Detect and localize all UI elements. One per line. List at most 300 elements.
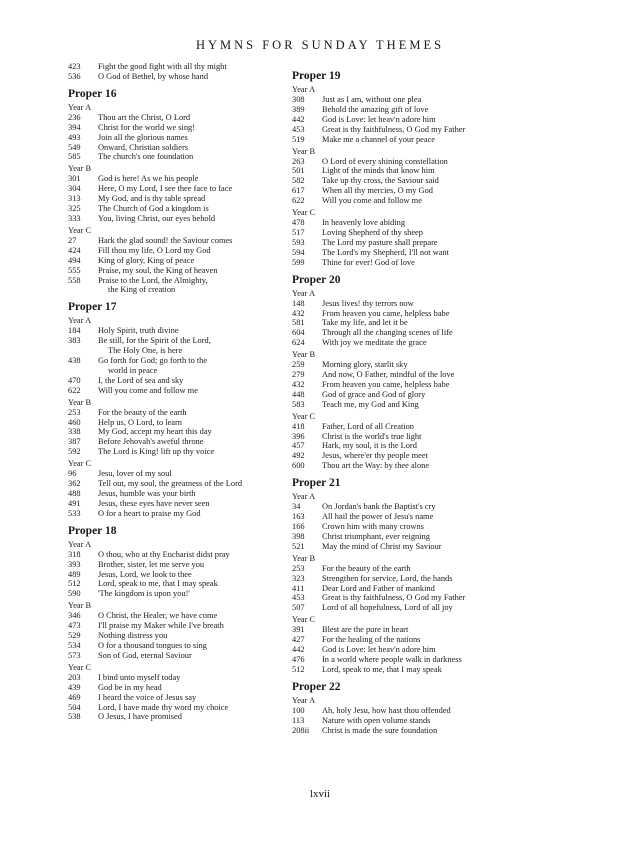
hymn-entry: [292, 441, 504, 451]
year-label: Year C: [68, 662, 92, 672]
hymn-title: In a world where people walk in darkness: [322, 654, 462, 664]
hymn-entry: [292, 635, 504, 645]
hymn-number: 590: [68, 589, 81, 599]
hymn-entry: [292, 593, 504, 603]
hymn-number: 308: [292, 95, 305, 104]
hymn-title: Christ is the world's true light: [322, 431, 422, 441]
hymn-number: 263: [292, 156, 305, 166]
hymn-title: All hail the power of Jesu's name: [322, 512, 434, 522]
hymn-number: [68, 366, 98, 376]
hymn-number: 301: [68, 174, 81, 184]
page-number: lxvii: [309, 788, 331, 800]
hymn-entry: [292, 299, 504, 309]
hymn-entry: [68, 326, 280, 336]
hymn-title: Here, O my Lord, I see thee face to face: [98, 184, 233, 194]
hymn-entry: [292, 258, 504, 268]
hymn-number: 504: [68, 702, 81, 712]
year-label: Year A: [68, 102, 92, 112]
hymn-entry: [292, 574, 504, 584]
hymn-title: Thou art the Christ, O Lord: [98, 112, 191, 122]
hymn-entry: [292, 706, 504, 716]
hymn-entry: [68, 418, 280, 428]
hymn-entry: [68, 72, 280, 82]
hymn-number: 470: [68, 375, 81, 385]
hymn-entry: [292, 338, 504, 348]
hymn-title: O God of Bethel, by whose hand: [98, 71, 209, 81]
hymn-number: 387: [68, 437, 81, 447]
hymn-number: 469: [68, 692, 81, 702]
hymn-number: 617: [292, 186, 305, 196]
hymn-title: Brother, sister, let me serve you: [98, 559, 205, 569]
hymn-number: 424: [68, 245, 81, 255]
hymn-entry: [292, 625, 504, 635]
year-label: Year C: [292, 615, 316, 625]
hymn-title: Praise, my soul, the King of heaven: [98, 265, 218, 275]
hymn-entry: [68, 386, 280, 396]
hymn-number: 593: [292, 237, 305, 247]
hymn-entry: [292, 115, 504, 125]
hymn-entry: [292, 166, 504, 176]
hymn-entry: [292, 461, 504, 471]
hymn-title: Nothing distress you: [98, 631, 168, 641]
hymn-entry: [292, 248, 504, 258]
hymn-number: 549: [68, 142, 81, 152]
hymn-title: From heaven you came, helpless babe: [322, 308, 450, 318]
hymn-entry: [68, 489, 280, 499]
hymn-number: 473: [68, 621, 81, 631]
hymn-title: Fight the good fight with all thy might: [98, 62, 227, 71]
hymn-number: 592: [68, 447, 81, 457]
hymn-entry: [292, 584, 504, 594]
hymn-number: 163: [292, 512, 305, 522]
hymn-title: The Lord my pasture shall prepare: [322, 237, 438, 247]
hymn-number: 558: [68, 275, 81, 285]
hymn-entry: [68, 266, 280, 276]
hymn-entry: [68, 509, 280, 519]
hymn-entry: [292, 603, 504, 613]
hymn-number: 521: [292, 541, 305, 551]
hymn-entry: [292, 105, 504, 115]
hymn-title: On Jordan's bank the Baptist's cry: [322, 502, 436, 512]
hymn-entry: [68, 194, 280, 204]
hymn-number: 494: [68, 255, 81, 265]
hymn-entry: [68, 246, 280, 256]
hymn-title: God be in my head: [98, 682, 162, 692]
hymn-number: 346: [68, 611, 81, 621]
left-column: [68, 62, 280, 722]
hymn-number: 512: [68, 579, 81, 589]
hymn-number: 492: [292, 451, 305, 461]
hymn-entry: [68, 276, 280, 286]
hymn-entry: [68, 143, 280, 153]
hymn-number: 581: [292, 318, 305, 328]
hymn-number: 389: [292, 104, 305, 114]
hymn-title: O Lord of every shining constellation: [322, 156, 448, 166]
hymn-number: 325: [68, 204, 81, 214]
hymn-title: Son of God, eternal Saviour: [98, 650, 192, 660]
hymn-title: Will you come and follow me: [322, 196, 422, 206]
year-label: Year B: [292, 553, 316, 563]
hymn-number: 394: [68, 122, 81, 132]
hymn-number: 113: [292, 715, 305, 725]
hymn-entry: [68, 560, 280, 570]
hymn-entry: [68, 479, 280, 489]
hymn-number: 453: [292, 124, 305, 134]
hymn-number: 594: [292, 247, 305, 257]
hymn-number: 423: [68, 62, 81, 71]
hymn-title: Take my life, and let it be: [322, 318, 408, 328]
hymn-title: the King of creation: [108, 285, 176, 295]
hymn-number: 573: [68, 650, 81, 660]
section-heading: Proper 19: [292, 70, 341, 82]
hymn-title: Lord, speak to me, that I may speak: [98, 579, 218, 589]
hymn-number: 519: [292, 134, 305, 144]
year-label: Year A: [292, 492, 316, 502]
hymn-title: Just as I am, without one plea: [322, 95, 422, 104]
hymn-title: Behold the amazing gift of love: [322, 104, 429, 114]
year-label: Year B: [68, 397, 92, 407]
hymn-number: 622: [68, 385, 81, 395]
hymn-number: 259: [292, 360, 305, 370]
hymn-entry: [292, 238, 504, 248]
section-heading: Proper 20: [292, 273, 341, 286]
page-title: HYMNS FOR SUNDAY THEMES: [195, 38, 445, 52]
hymn-title: I heard the voice of Jesus say: [98, 692, 197, 702]
hymn-title: Jesus, where'er thy people meet: [322, 451, 428, 461]
hymn-title: O Jesus, I have promised: [98, 712, 182, 722]
hymn-entry: [68, 683, 280, 693]
hymn-entry: [292, 726, 504, 736]
hymn-title: Through all the changing scenes of life: [322, 328, 453, 338]
hymn-number: 501: [292, 166, 305, 176]
hymn-title: Hark, my soul, it is the Lord: [322, 441, 417, 451]
hymn-entry: [68, 703, 280, 713]
hymn-number: [68, 346, 98, 356]
hymn-title: Thine for ever! God of love: [322, 257, 415, 267]
hymn-entry: [68, 204, 280, 214]
hymn-entry: [292, 512, 504, 522]
hymn-number: 533: [68, 508, 81, 518]
hymn-title: Help us, O Lord, to learn: [98, 417, 182, 427]
hymn-number: 489: [68, 569, 81, 579]
hymn-title: O for a thousand tongues to sing: [98, 640, 207, 650]
year-label: Year C: [68, 459, 92, 469]
hymn-title: Light of the minds that know him: [322, 166, 435, 176]
section-heading: Proper 16: [68, 87, 117, 100]
year-label: Year A: [68, 316, 92, 326]
section-heading: Proper 22: [292, 680, 341, 693]
hymn-title: In heavenly love abiding: [322, 218, 406, 228]
hymn-number: 432: [292, 379, 305, 389]
hymn-number: 279: [292, 370, 305, 380]
hymn-number: 448: [292, 389, 305, 399]
hymn-title: O Christ, the Healer, we have come: [98, 611, 218, 621]
section-heading: Proper 21: [292, 477, 341, 490]
hymn-entry: [292, 564, 504, 574]
hymn-number: 555: [68, 265, 81, 275]
hymn-title: The Holy One, is here: [108, 346, 183, 356]
hymn-number: 166: [292, 522, 305, 531]
hymn-entry: [292, 451, 504, 461]
hymn-entry: [68, 62, 280, 72]
hymn-title: Before Jehovah's aweful throne: [98, 437, 204, 447]
hymn-number: 418: [292, 421, 305, 431]
hymn-number: 236: [68, 112, 81, 122]
hymn-title: Onward, Christian soldiers: [98, 142, 189, 152]
hymn-entry: [68, 570, 280, 580]
hymn-number: 208ii: [292, 725, 310, 735]
hymn-number: 253: [68, 407, 81, 417]
year-label: Year C: [292, 411, 316, 421]
hymn-number: 534: [68, 640, 81, 650]
hymn-title: With joy we meditate the grace: [322, 338, 427, 348]
hymn-entry: [68, 447, 280, 457]
hymn-title: Make me a channel of your peace: [322, 134, 436, 144]
hymn-title: Lord, I have made thy word my choice: [98, 702, 229, 712]
hymn-number: 304: [68, 184, 81, 194]
hymn-number: 253: [292, 563, 305, 573]
hymn-title: God is here! As we his people: [98, 174, 199, 184]
hymn-title: Lord, speak to me, that I may speak: [322, 664, 442, 674]
year-label: Year B: [292, 146, 316, 156]
hymn-number: 476: [292, 654, 305, 664]
hymn-title: Ah, holy Jesu, how hast thou offended: [322, 705, 451, 715]
hymn-number: [68, 285, 98, 295]
hymn-title: From heaven you came, helpless babe: [322, 379, 450, 389]
right-column: [292, 64, 504, 736]
hymn-title: Will you come and follow me: [98, 385, 198, 395]
hymn-entry: [292, 645, 504, 655]
hymn-title: world in peace: [108, 365, 158, 375]
hymn-entry: [292, 716, 504, 726]
hymn-title: When all thy mercies, O my God: [322, 186, 433, 196]
hymn-title: Nature with open volume stands: [322, 715, 431, 725]
hymn-title: Teach me, my God and King: [322, 399, 419, 409]
hymn-title: The church's one foundation: [98, 152, 194, 162]
hymn-number: 585: [68, 152, 81, 162]
hymn-title: Blest are the pure in heart: [322, 625, 409, 635]
hymn-entry: [68, 427, 280, 437]
hymn-entry: [292, 196, 504, 206]
hymn-number: 323: [292, 573, 305, 583]
hymn-number: 536: [68, 71, 81, 81]
hymn-entry: [292, 176, 504, 186]
hymn-title: Great is thy faithfulness, O God my Father: [322, 124, 466, 134]
hymn-number: 488: [68, 489, 81, 498]
hymn-entry: [292, 422, 504, 432]
hymn-entry: [68, 589, 280, 599]
hymn-entry: [68, 579, 280, 589]
hymn-entry: [292, 400, 504, 410]
hymn-entry: [292, 432, 504, 442]
hymn-title: May the mind of Christ my Saviour: [322, 541, 442, 551]
hymn-title: Lord of all hopefulness, Lord of all joy: [322, 603, 453, 613]
year-label: Year C: [292, 208, 316, 218]
hymn-title: Go forth for God; go forth to the: [98, 356, 208, 366]
hymn-entry: [292, 542, 504, 552]
hymn-title: O thou, who at thy Eucharist didst pray: [98, 549, 230, 559]
hymn-entry: [68, 152, 280, 162]
hymn-entry: [292, 309, 504, 319]
hymn-title: 'The kingdom is upon you!': [98, 589, 190, 599]
hymn-number: 457: [292, 441, 305, 451]
hymn-entry: [292, 318, 504, 328]
hymn-number: 538: [68, 712, 81, 722]
hymn-entry: [292, 95, 504, 105]
hymn-title: Take up thy cross, the Saviour said: [322, 176, 439, 186]
hymn-entry: [68, 408, 280, 418]
hymn-title: Jesus, these eyes have never seen: [98, 498, 210, 508]
hymn-number: 442: [292, 114, 305, 124]
hymn-title: Father, Lord of all Creation: [322, 421, 414, 431]
hymn-title: The Church of God a kingdom is: [98, 204, 209, 214]
hymn-title: Christ for the world we sing!: [98, 122, 195, 132]
hymn-title: Praise to the Lord, the Almighty,: [98, 275, 208, 285]
hymn-title: Tell out, my soul, the greatness of the Lord: [98, 479, 243, 489]
hymn-entry: [68, 469, 280, 479]
hymn-number: 148: [292, 298, 305, 308]
hymn-number: 411: [292, 583, 305, 593]
hymn-entry: [68, 673, 280, 683]
hymn-number: 439: [68, 682, 81, 692]
hymn-title: Jesu, lover of my soul: [98, 469, 172, 479]
hymn-title: Great is thy faithfulness, O God my Father: [322, 593, 466, 603]
hymn-entry: [68, 356, 280, 366]
section-heading: Proper 18: [68, 524, 117, 537]
hymn-title: Christ is made the sure foundation: [322, 725, 438, 735]
hymn-entry: [292, 532, 504, 542]
hymn-title: God of grace and God of glory: [322, 389, 426, 399]
hymn-entry: [68, 113, 280, 123]
hymn-number: 460: [68, 417, 81, 427]
hymn-title: I'll praise my Maker while I've breath: [98, 621, 224, 631]
hymn-title: Christ triumphant, ever reigning: [322, 531, 430, 541]
hymn-entry: [292, 380, 504, 390]
year-label: Year A: [292, 695, 316, 705]
hymn-title: Morning glory, starlit sky: [322, 360, 408, 370]
hymn-title: And now, O Father, mindful of the love: [322, 370, 455, 380]
hymn-number: 529: [68, 631, 81, 641]
hymn-number: 507: [292, 603, 305, 613]
section-heading: Proper 17: [68, 301, 117, 314]
hymn-entry: [68, 611, 280, 621]
year-label: Year C: [68, 225, 92, 235]
hymn-entry: [292, 390, 504, 400]
hymn-number: 427: [292, 635, 305, 645]
hymn-number: 493: [68, 132, 81, 142]
hymn-title: Join all the glorious names: [98, 132, 188, 142]
hymn-entry: [292, 370, 504, 380]
hymn-number: 398: [292, 531, 305, 541]
hymn-title: King of glory, King of peace: [98, 255, 195, 265]
hymn-title: God is Love: let heav'n adore him: [322, 114, 436, 124]
hymn-entry: [68, 133, 280, 143]
hymn-title: Fill thou my life, O Lord my God: [98, 245, 211, 255]
hymn-entry: [68, 437, 280, 447]
hymn-title: Jesus, Lord, we look to thee: [98, 569, 192, 579]
hymn-title: I bind unto myself today: [98, 672, 181, 682]
hymn-entry: [292, 135, 504, 145]
year-label: Year A: [292, 288, 316, 298]
hymn-number: 318: [68, 549, 81, 559]
hymn-title: My God, and is thy table spread: [98, 194, 206, 204]
hymn-entry: [292, 655, 504, 665]
hymn-number: 622: [292, 196, 305, 206]
hymn-entry: [68, 285, 280, 295]
hymn-number: 96: [68, 469, 77, 479]
hymn-title: God is Love: let heav'n adore him: [322, 645, 436, 655]
hymn-number: 604: [292, 328, 305, 338]
hymn-title: For the beauty of the earth: [98, 407, 187, 417]
hymn-entry: [292, 522, 504, 532]
hymn-number: 313: [68, 194, 81, 204]
hymn-entry: [292, 125, 504, 135]
hymn-title: For the beauty of the earth: [322, 563, 411, 573]
hymn-entry: [292, 360, 504, 370]
hymn-title: Be still, for the Spirit of the Lord,: [98, 336, 211, 346]
hymn-entry: [68, 184, 280, 194]
hymn-number: 391: [292, 625, 305, 635]
hymn-entry: [68, 712, 280, 722]
hymn-entry: [292, 218, 504, 228]
hymn-number: 453: [292, 593, 305, 603]
hymn-number: 491: [68, 498, 81, 508]
hymn-entry: [68, 366, 280, 376]
hymn-title: The Lord is King! lift up thy voice: [98, 447, 215, 457]
hymn-number: 600: [292, 461, 305, 471]
year-label: Year B: [68, 601, 92, 611]
hymn-title: Crown him with many crowns: [322, 522, 424, 531]
hymn-title: Jesus lives! thy terrors now: [322, 298, 414, 308]
hymn-title: You, living Christ, our eyes behold: [98, 213, 216, 223]
hymn-entry: [68, 336, 280, 346]
hymn-entry: [68, 550, 280, 560]
hymn-entry: [68, 174, 280, 184]
hymn-entry: [68, 693, 280, 703]
hymn-title: Strengthen for service, Lord, the hands: [322, 573, 453, 583]
hymn-number: 583: [292, 399, 305, 409]
hymn-entry: [292, 157, 504, 167]
hymn-title: For the healing of the nations: [322, 635, 421, 645]
hymn-entry: [68, 641, 280, 651]
hymn-number: 203: [68, 672, 81, 682]
year-label: Year B: [292, 350, 316, 360]
hymn-number: 100: [292, 705, 305, 715]
hymn-title: Loving Shepherd of thy sheep: [322, 227, 423, 237]
year-label: Year B: [68, 164, 92, 174]
hymn-number: 438: [68, 356, 81, 366]
hymn-number: 184: [68, 326, 81, 336]
hymn-entry: [68, 214, 280, 224]
hymn-entry: [292, 328, 504, 338]
hymn-entry: [292, 228, 504, 238]
year-label: Year A: [292, 85, 316, 94]
hymn-number: 582: [292, 176, 305, 186]
hymn-number: 396: [292, 431, 305, 441]
hymn-number: 34: [292, 502, 301, 512]
hymn-title: My God, accept my heart this day: [98, 427, 212, 437]
hymn-number: 517: [292, 227, 305, 237]
hymn-number: 478: [292, 218, 305, 228]
hymn-title: Jesus, humble was your birth: [98, 489, 196, 498]
hymn-entry: [68, 651, 280, 661]
hymn-entry: [68, 376, 280, 386]
hymn-title: Thou art the Way: by thee alone: [322, 461, 430, 471]
hymn-number: 393: [68, 559, 81, 569]
hymn-number: 512: [292, 664, 305, 674]
hymn-number: 333: [68, 213, 81, 223]
hymn-entry: [68, 631, 280, 641]
